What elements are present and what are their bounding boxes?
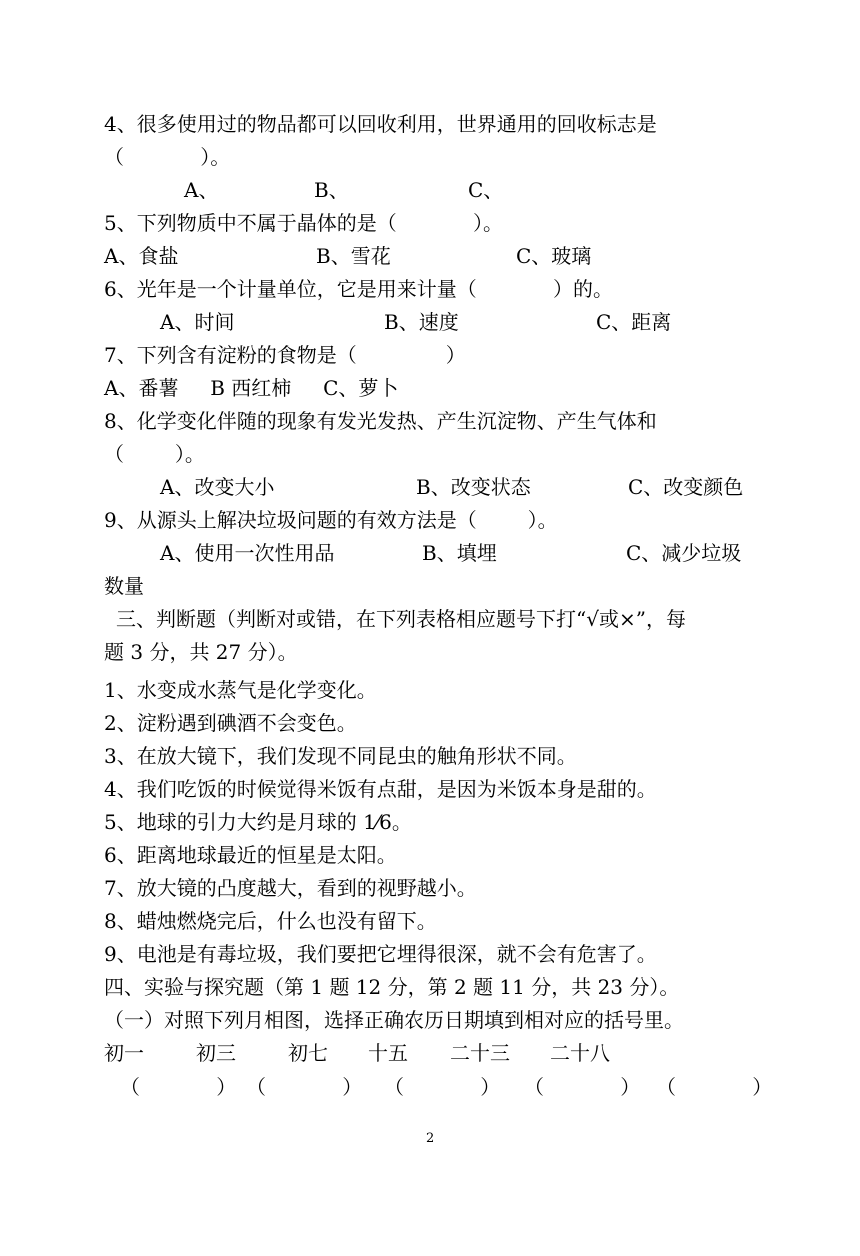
- q9-option-a: A、使用一次性用品: [160, 541, 335, 565]
- q4-option-c: C、: [468, 178, 504, 202]
- date-label: 十五: [368, 1041, 408, 1065]
- section3-item: 5、地球的引力大约是月球的 1⁄6。: [104, 810, 412, 834]
- q5-options: [104, 243, 804, 269]
- section3-item: 7、放大镜的凸度越大，看到的视野越小。: [104, 876, 477, 900]
- q4-option-b: B、: [314, 178, 349, 202]
- q5-option-a: A、食盐: [104, 244, 179, 268]
- q4-line1: 4、很多使用过的物品都可以回收利用，世界通用的回收标志是: [104, 112, 657, 136]
- q7-text: 7、下列含有淀粉的食物是（ ）: [104, 343, 466, 367]
- q6-option-a: A、时间: [160, 310, 235, 334]
- q6-option-c: C、距离: [596, 310, 672, 334]
- section3-heading-line1: 三、判断题（判断对或错，在下列表格相应题号下打“√或×”，每: [116, 607, 686, 631]
- section4-heading: 四、实验与探究题（第 1 题 12 分，第 2 题 11 分，共 23 分）。: [104, 975, 680, 999]
- section3-item: 4、我们吃饭的时候觉得米饭有点甜，是因为米饭本身是甜的。: [104, 777, 657, 801]
- q6-text: 6、光年是一个计量单位，它是用来计量（ ）的。: [104, 277, 614, 301]
- q9-option-b: B、填埋: [422, 541, 497, 565]
- q8-line1: 8、化学变化伴随的现象有发光发热、产生沉淀物、产生气体和: [104, 409, 657, 433]
- q8-option-c: C、改变颜色: [628, 475, 744, 499]
- q8-line2: （ ）。: [104, 442, 205, 466]
- q9-options: [104, 540, 804, 566]
- q8-option-a: A、改变大小: [160, 475, 275, 499]
- q4-options: [104, 177, 804, 203]
- answer-blank: （ ）: [656, 1075, 773, 1099]
- section3-item: 6、距离地球最近的恒星是太阳。: [104, 843, 397, 867]
- section3-item: 9、电池是有毒垃圾，我们要把它埋得很深，就不会有危害了。: [104, 942, 657, 966]
- section4-sub1: （一）对照下列月相图，选择正确农历日期填到相对应的括号里。: [104, 1008, 684, 1032]
- moon-phase-dates: [104, 1040, 804, 1066]
- q9-text: 9、从源头上解决垃圾问题的有效方法是（ ）。: [104, 508, 558, 532]
- q5-option-c: C、玻璃: [516, 244, 592, 268]
- answer-blank: （ ）: [524, 1075, 641, 1099]
- q6-option-b: B、速度: [384, 310, 459, 334]
- q8-options: [104, 474, 804, 500]
- answer-blank: （ ）: [384, 1075, 501, 1099]
- section3-item: 1、水变成水蒸气是化学变化。: [104, 678, 377, 702]
- q7-options: A、番薯 B 西红柿 C、萝卜: [104, 376, 399, 400]
- q4-option-a: A、: [184, 178, 219, 202]
- q9-continuation: 数量: [104, 574, 144, 598]
- section3-heading-line2: 题 3 分，共 27 分）。: [104, 640, 298, 664]
- date-label: 二十三: [450, 1041, 510, 1065]
- q5-option-b: B、雪花: [316, 244, 391, 268]
- q6-options: [104, 309, 804, 335]
- q8-option-b: B、改变状态: [416, 475, 531, 499]
- q9-option-c: C、减少垃圾: [626, 541, 742, 565]
- answer-blank: （ ）: [246, 1075, 363, 1099]
- date-label: 二十八: [550, 1041, 610, 1065]
- date-label: 初三: [196, 1041, 236, 1065]
- section3-item: 8、蜡烛燃烧完后，什么也没有留下。: [104, 909, 437, 933]
- answer-blanks: [104, 1074, 804, 1100]
- section3-item: 2、淀粉遇到碘酒不会变色。: [104, 711, 357, 735]
- date-label: 初七: [288, 1041, 328, 1065]
- page-number: 2: [426, 1131, 435, 1146]
- answer-blank: （ ）: [120, 1075, 237, 1099]
- q4-line2: （ ）。: [104, 145, 231, 169]
- section3-item: 3、在放大镜下，我们发现不同昆虫的触角形状不同。: [104, 744, 577, 768]
- date-label: 初一: [104, 1041, 144, 1065]
- q5-text: 5、下列物质中不属于晶体的是（ ）。: [104, 211, 504, 235]
